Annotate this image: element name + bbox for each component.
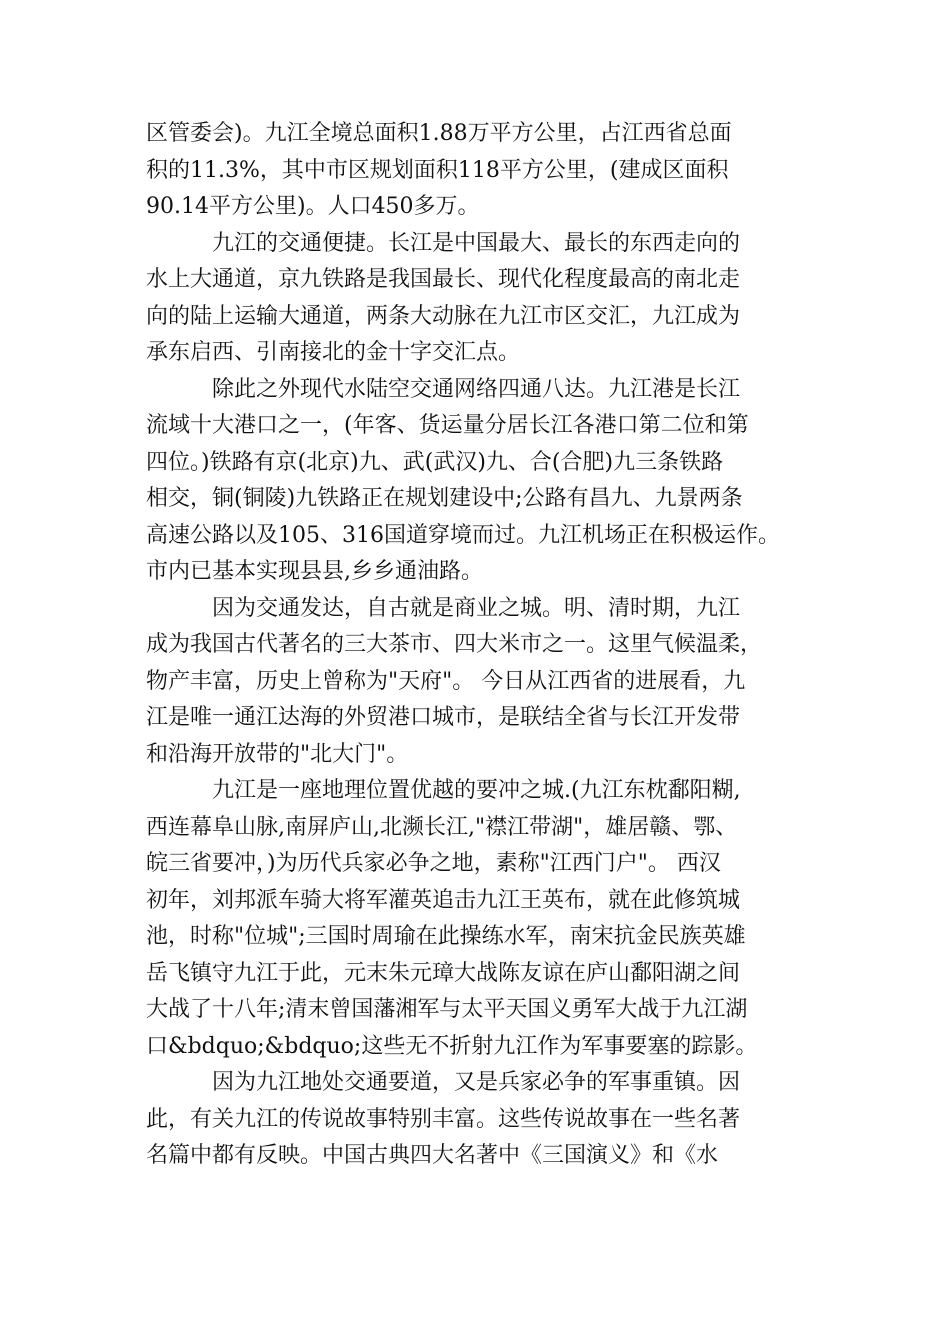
text-line: 成为我国古代著名的三大茶市、四大米市之一。这里气候温柔， (146, 632, 763, 657)
text-line: 池，时称"位城";三国时周瑜在此操练水军，南宋抗金民族英雄 (146, 924, 746, 949)
text-line: 江是唯一通江达海的外贸港口城市，是联结全省与长江开发带 (146, 705, 741, 730)
text-line: 向的陆上运输大通道，两条大动脉在九江市区交汇，九江成为 (146, 303, 741, 329)
text-line: 高速公路以及105、316国道穿境而过。九江机场正在积极运作。 (146, 522, 780, 548)
text-line: 因为九江地处交通要道，又是兵家必争的军事重镇。因 (212, 1070, 741, 1095)
text-line: 此，有关九江的传说故事特别丰富。这些传说故事在一些名著 (146, 1106, 741, 1132)
text-line: 名篇中都有反映。中国古典四大名著中《三国演义》和《水 (146, 1143, 719, 1168)
paragraph-transport (146, 226, 816, 372)
paragraph-legends (146, 1065, 816, 1175)
text-line: 九江是一座地理位置优越的要冲之城.(九江东枕鄱阳糊, (212, 778, 741, 803)
text-line: 积的11.3%，其中市区规划面积118平方公里，(建成区面积 (146, 157, 729, 183)
text-line: 因为交通发达，自古就是商业之城。明、清时期，九江 (212, 595, 741, 621)
text-line: 岳飞镇守九江于此，元末朱元璋大战陈友谅在庐山鄱阳湖之间 (146, 960, 741, 986)
text-line: 除此之外现代水陆空交通网络四通八达。九江港是长江 (212, 376, 741, 402)
text-line: 和沿海开放带的"北大门"。 (146, 741, 409, 767)
document-body (146, 116, 816, 1175)
text-line: 区管委会)。九江全境总面积1.88万平方公里，占江西省总面 (146, 121, 732, 146)
text-line: 市内已基本实现县县,乡乡通油路。 (146, 559, 483, 584)
text-line: 90.14平方公里)。人口450多万。 (146, 194, 480, 219)
text-line: 四位。)铁路有京(北京)九、武(武汉)九、合(合肥)九三条铁路 (146, 449, 724, 475)
paragraph-military (146, 773, 816, 1065)
text-line: 水上大通道，京九铁路是我国最长、现代化程度最高的南北走 (146, 267, 741, 292)
text-line: 大战了十八年;清末曾国藩湘军与太平天国义勇军大战于九江湖 (146, 997, 748, 1022)
text-line: 口&bdquo;&bdquo;这些无不折射九江作为军事要塞的踪影。 (146, 1033, 758, 1059)
text-line: 相交，铜(铜陵)九铁路正在规划建设中;公路有昌九、九景两条 (146, 486, 743, 511)
text-line: 承东启西、引南接北的金十字交汇点。 (146, 340, 521, 365)
paragraph-area-population (146, 116, 816, 226)
text-line: 初年，刘邦派车骑大将军灌英追击九江王英布，就在此修筑城 (146, 887, 741, 913)
text-line: 皖三省要冲，)为历代兵家必争之地，素称"江西门户"。 西汉 (146, 851, 721, 876)
paragraph-commerce (146, 591, 816, 774)
text-line: 流域十大港口之一，(年客、货运量分居长江各港口第二位和第 (146, 413, 749, 438)
text-line: 西连幕阜山脉,南屏庐山,北濒长江,"襟江带湖"，雄居赣、鄂、 (146, 814, 738, 840)
text-line: 物产丰富，历史上曾称为"天府"。 今日从江西省的进展看，九 (146, 668, 746, 694)
paragraph-network (146, 372, 816, 591)
text-line: 九江的交通便捷。长江是中国最大、最长的东西走向的 (212, 230, 741, 256)
